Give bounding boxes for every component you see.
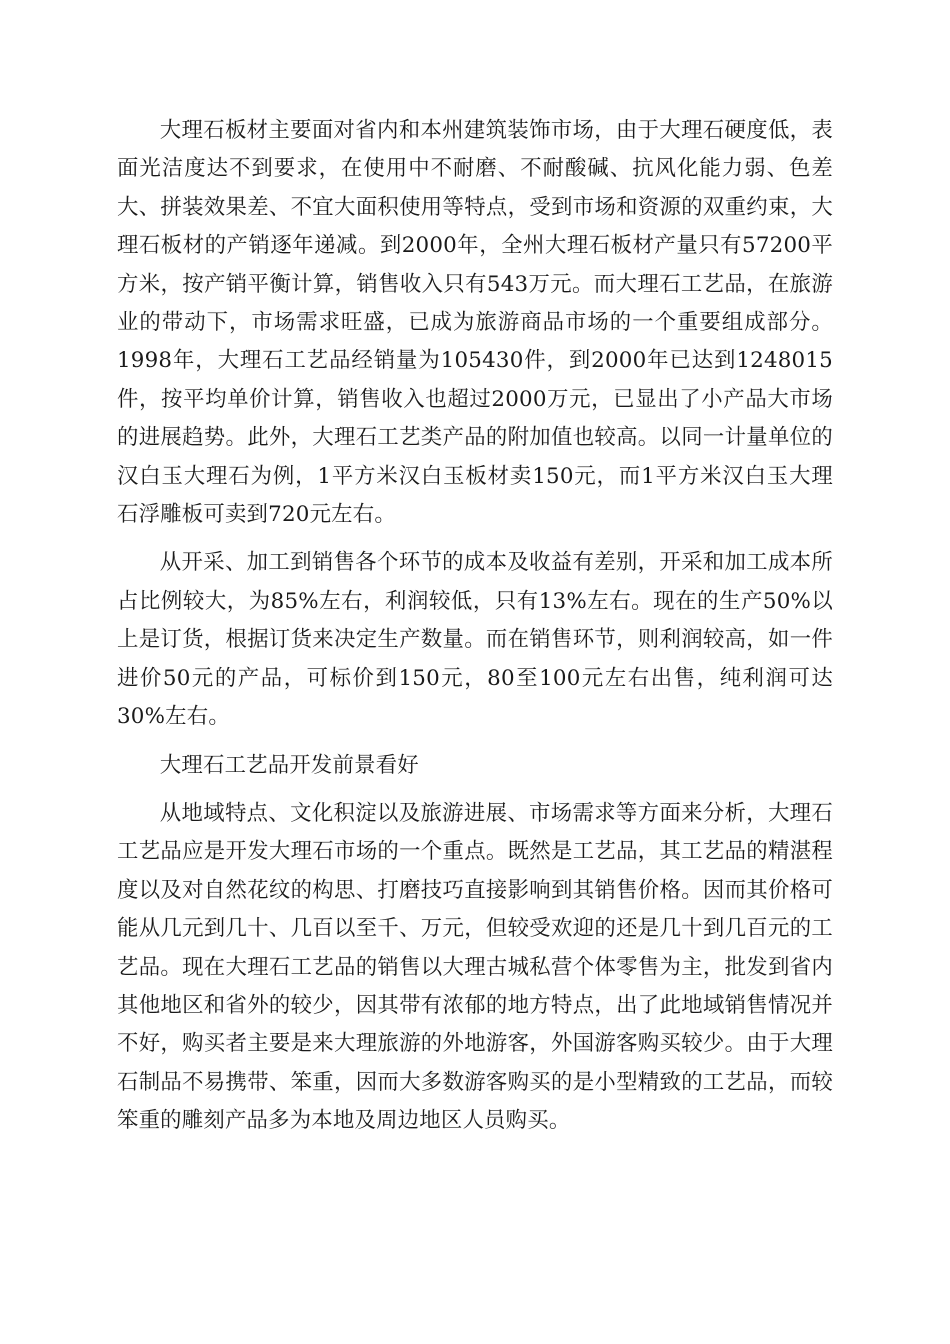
document-body: [117, 112, 833, 1141]
paragraph-spacer: [117, 534, 833, 544]
paragraph-spacer: [117, 785, 833, 795]
paragraph-cost-and-profit: 从开采、加工到销售各个环节的成本及收益有差别，开采和加工成本所占比例较大，为85%左右，利润较低，只有13%左右。现在的生产50%以上是订货，根据订货来决定生产数量。而在销售环节，则利润较高，如一件进价50元的产品，可标价到150元，80至100元左右出售，纯利润可达30%左右。: [117, 550, 833, 730]
paragraph-crafts-development: 从地域特点、文化积淀以及旅游进展、市场需求等方面来分析，大理石工艺品应是开发大理石市场的一个重点。既然是工艺品，其工艺品的精湛程度以及对自然花纹的构思、打磨技巧直接影响到其销售价格。因而其价格可能从几元到几十、几百以至千、万元，但较受欢迎的还是几十到几百元的工艺品。现在大理石工艺品的销售以大理古城私营个体零售为主，批发到省内其他地区和省外的较少，因其带有浓郁的地方特点，出了此地域销售情况并不好，购买者主要是来大理旅游的外地游客，外国游客购买较少。由于大理石制品不易携带、笨重，因而大多数游客购买的是小型精致的工艺品，而较笨重的雕刻产品多为本地及周边地区人员购买。: [117, 800, 833, 1134]
paragraph-marble-slab-market: 大理石板材主要面对省内和本州建筑装饰市场，由于大理石硬度低，表面光洁度达不到要求，在使用中不耐磨、不耐酸碱、抗风化能力弱、色差大、拼装效果差、不宜大面积使用等特点，受到市场和资源的双重约束，大理石板材的产销逐年递减。到2000年，全州大理石板材产量只有57200平方米，按产销平衡计算，销售收入只有543万元。而大理石工艺品，在旅游业的带动下，市场需求旺盛，已成为旅游商品市场的一个重要组成部分。1998年，大理石工艺品经销量为105430件，到2000年已达到1248015件，按平均单价计算，销售收入也超过2000万元，已显出了小产品大市场的进展趋势。此外，大理石工艺类产品的附加值也较高。以同一计量单位的汉白玉大理石为例，1平方米汉白玉板材卖150元，而1平方米汉白玉大理石浮雕板可卖到720元左右。: [117, 118, 833, 528]
paragraph-spacer: [117, 737, 833, 747]
section-heading-crafts-outlook: 大理石工艺品开发前景看好: [159, 752, 419, 778]
